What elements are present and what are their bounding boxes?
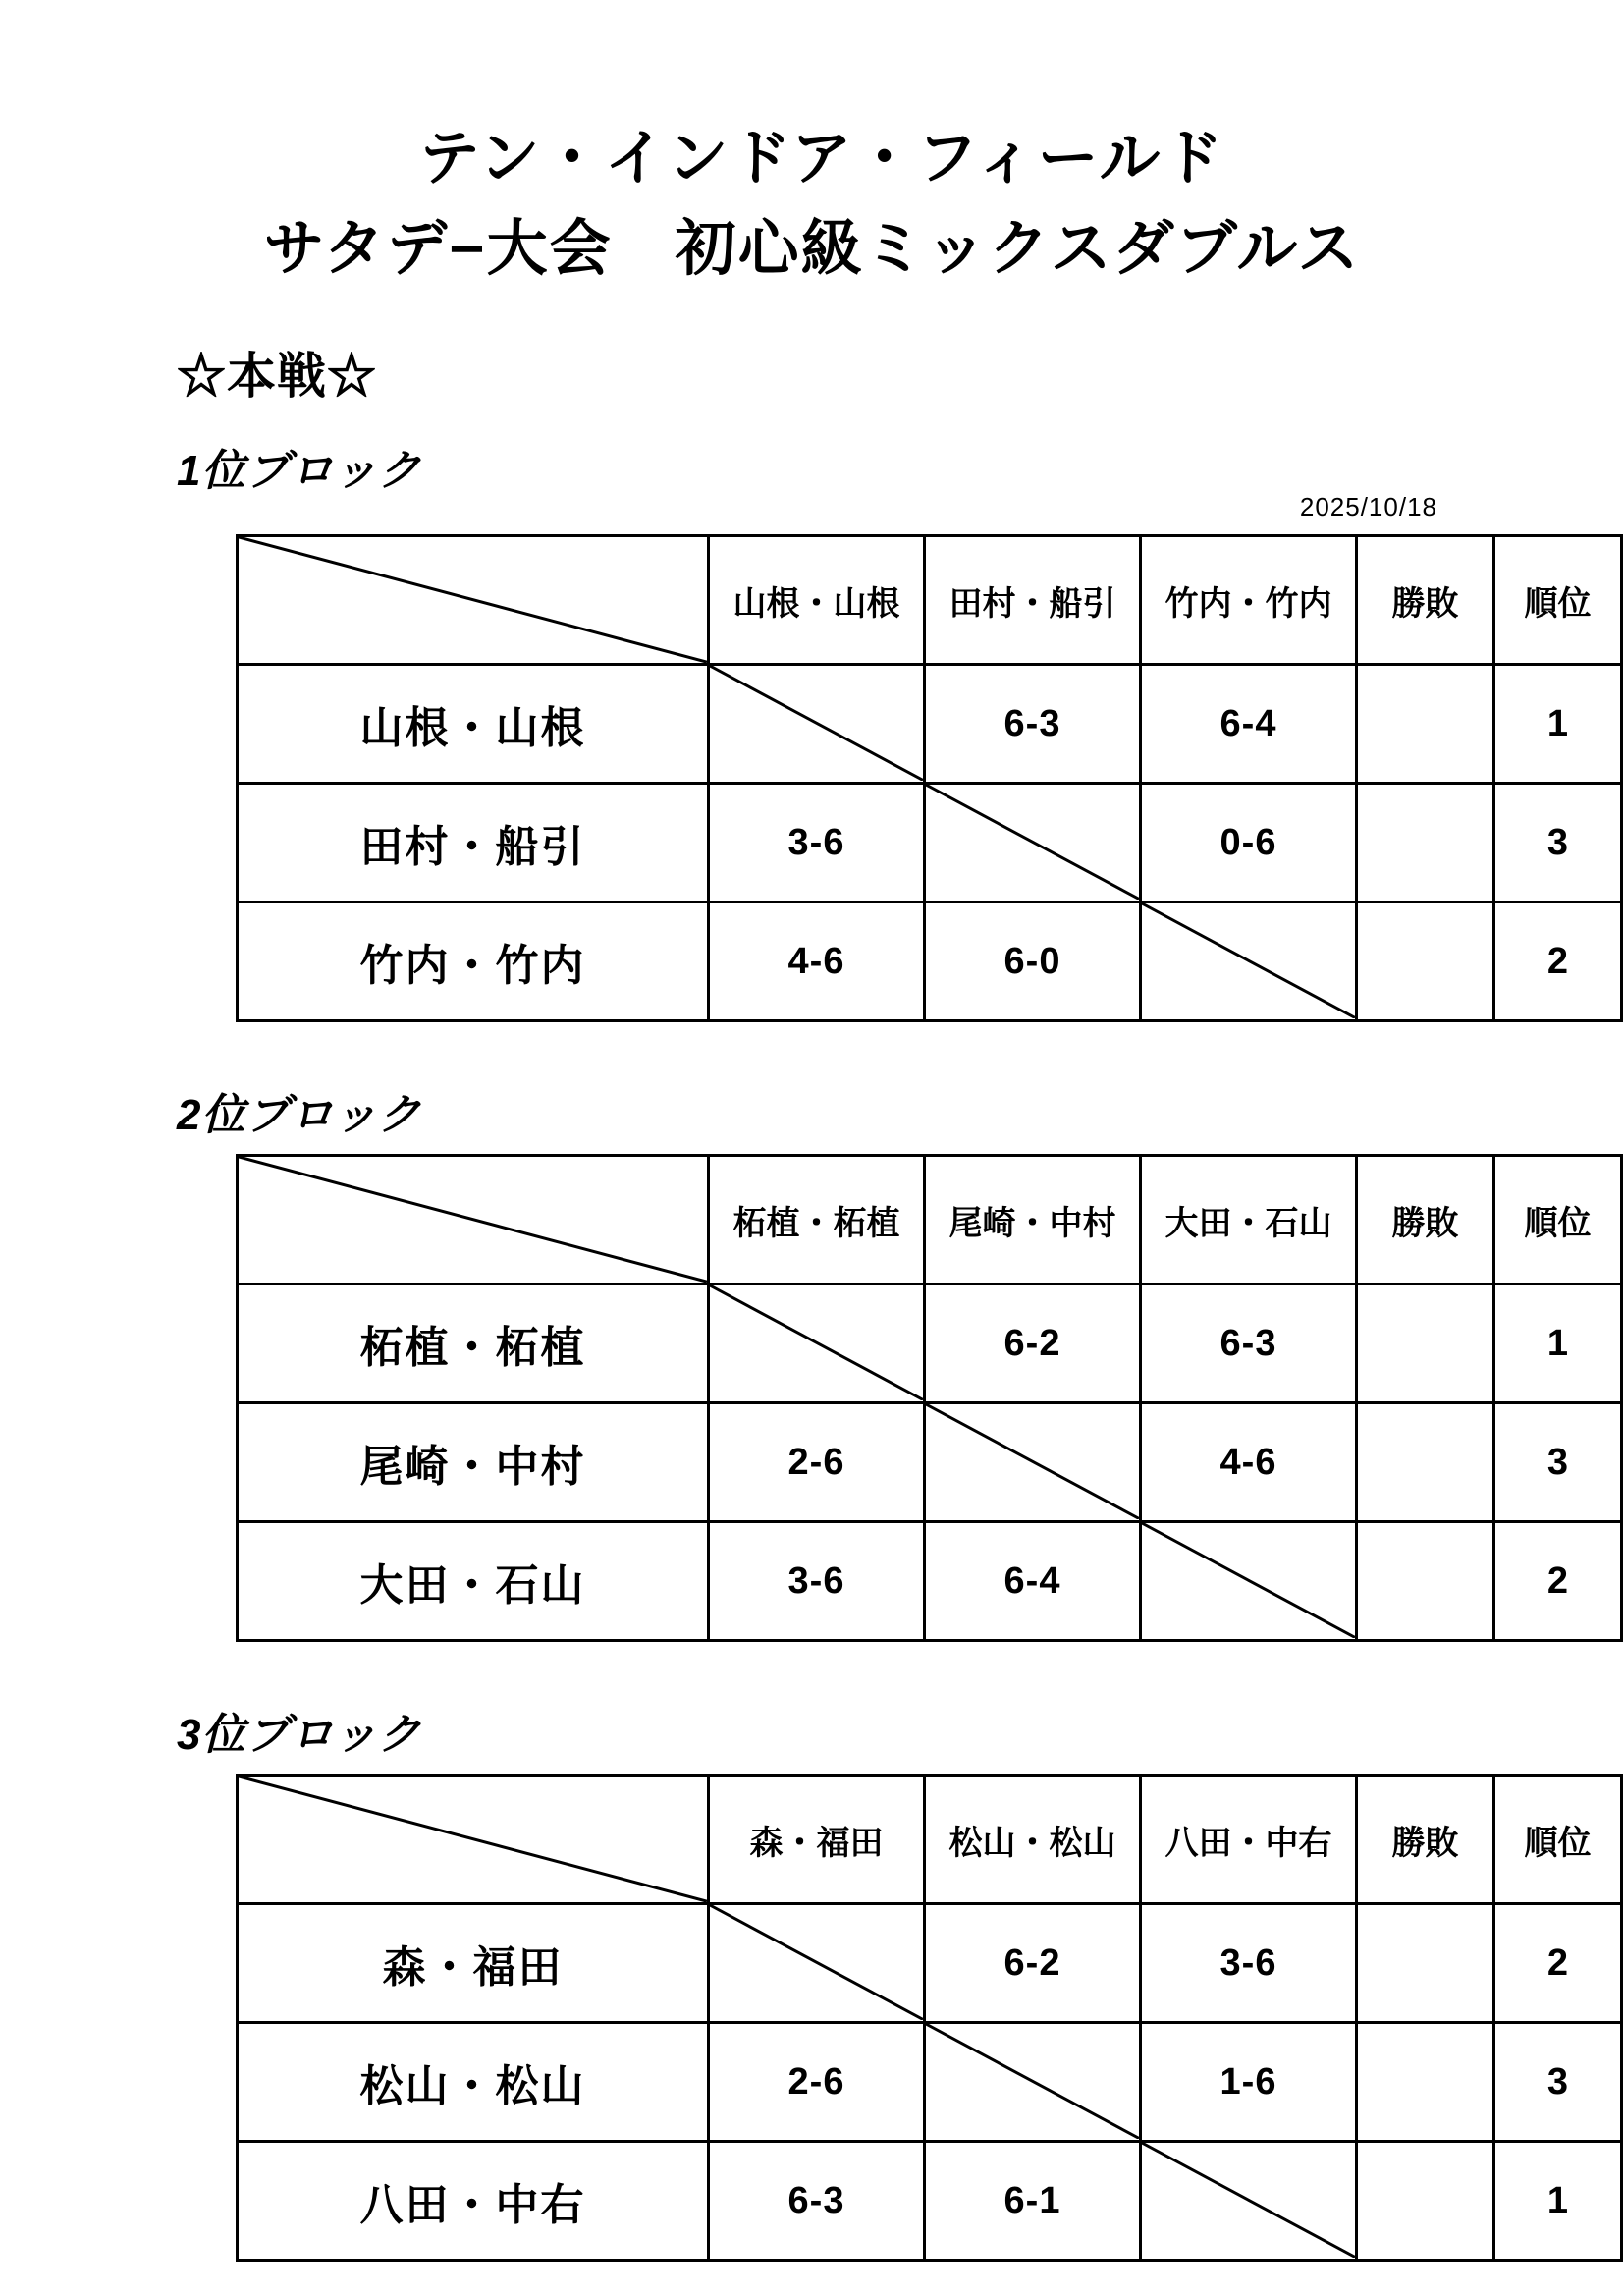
wl-header: 勝敗 — [1357, 536, 1494, 665]
opponent-header: 柘植・柘植 — [709, 1156, 925, 1285]
table-row — [238, 2023, 1622, 2142]
diagonal-line-icon — [1142, 1523, 1355, 1639]
block-table-wrap-1 — [236, 534, 1592, 1022]
self-cell — [709, 1285, 925, 1403]
team-name: 田村・船引 — [238, 784, 709, 902]
table-row — [238, 665, 1622, 784]
block-heading-1: 1位ブロック — [177, 447, 422, 496]
match-score: 6-4 — [1141, 665, 1357, 784]
diagonal-line-icon — [926, 785, 1139, 901]
table-row — [238, 902, 1622, 1021]
table-header-row — [238, 536, 1622, 665]
opponent-header: 山根・山根 — [709, 536, 925, 665]
corner-cell — [238, 536, 709, 665]
rank-value: 3 — [1494, 2023, 1622, 2142]
match-score: 6-2 — [925, 1285, 1141, 1403]
match-score: 3-6 — [709, 784, 925, 902]
match-score: 0-6 — [1141, 784, 1357, 902]
rank-value: 1 — [1494, 665, 1622, 784]
rank-header: 順位 — [1494, 1156, 1622, 1285]
wl-header: 勝敗 — [1357, 1776, 1494, 1904]
opponent-header: 大田・石山 — [1141, 1156, 1357, 1285]
opponent-header: 尾崎・中村 — [925, 1156, 1141, 1285]
table-row — [238, 784, 1622, 902]
table-row — [238, 1522, 1622, 1641]
diagonal-line-icon — [239, 537, 707, 663]
match-score: 4-6 — [1141, 1403, 1357, 1522]
table-row — [238, 1403, 1622, 1522]
table-row — [238, 1904, 1622, 2023]
rank-value: 2 — [1494, 1904, 1622, 2023]
title-line-2: サタデ−大会 初心級ミックスダブルス — [263, 214, 1361, 283]
match-score: 3-6 — [709, 1522, 925, 1641]
match-score: 6-3 — [709, 2142, 925, 2261]
rank-header: 順位 — [1494, 536, 1622, 665]
match-score: 6-3 — [1141, 1285, 1357, 1403]
match-score: 1-6 — [1141, 2023, 1357, 2142]
block-table-2 — [236, 1154, 1623, 1642]
match-score: 3-6 — [1141, 1904, 1357, 2023]
win-loss — [1357, 1904, 1494, 2023]
team-name: 柘植・柘植 — [238, 1285, 709, 1403]
diagonal-line-icon — [926, 2024, 1139, 2140]
diagonal-line-icon — [710, 1285, 923, 1401]
block-table-wrap-2 — [236, 1154, 1592, 1642]
win-loss — [1357, 1403, 1494, 1522]
win-loss — [1357, 2142, 1494, 2261]
document-title — [88, 118, 1536, 290]
team-name: 森・福田 — [238, 1904, 709, 2023]
team-name: 尾崎・中村 — [238, 1403, 709, 1522]
document-date: 2025/10/18 — [1299, 492, 1437, 522]
match-score: 6-0 — [925, 902, 1141, 1021]
team-name: 山根・山根 — [238, 665, 709, 784]
opponent-header: 田村・船引 — [925, 536, 1141, 665]
diagonal-line-icon — [710, 1905, 923, 2021]
team-name: 八田・中右 — [238, 2142, 709, 2261]
rank-value: 2 — [1494, 902, 1622, 1021]
opponent-header: 竹内・竹内 — [1141, 536, 1357, 665]
self-cell — [1141, 902, 1357, 1021]
diagonal-line-icon — [1142, 903, 1355, 1019]
table-row — [238, 1285, 1622, 1403]
rank-value: 1 — [1494, 1285, 1622, 1403]
win-loss — [1357, 784, 1494, 902]
corner-cell — [238, 1776, 709, 1904]
opponent-header: 八田・中右 — [1141, 1776, 1357, 1904]
match-score: 2-6 — [709, 2023, 925, 2142]
self-cell — [925, 1403, 1141, 1522]
diagonal-line-icon — [710, 666, 923, 782]
self-cell — [1141, 1522, 1357, 1641]
self-cell — [925, 784, 1141, 902]
rank-value: 1 — [1494, 2142, 1622, 2261]
self-cell — [1141, 2142, 1357, 2261]
match-score: 2-6 — [709, 1403, 925, 1522]
block-table-3 — [236, 1774, 1623, 2262]
win-loss — [1357, 2023, 1494, 2142]
diagonal-line-icon — [1142, 2143, 1355, 2259]
block-table-1 — [236, 534, 1623, 1022]
section-heading: ☆本戦☆ — [177, 349, 377, 405]
win-loss — [1357, 902, 1494, 1021]
opponent-header: 松山・松山 — [925, 1776, 1141, 1904]
opponent-header: 森・福田 — [709, 1776, 925, 1904]
diagonal-line-icon — [239, 1157, 707, 1283]
table-header-row — [238, 1156, 1622, 1285]
rank-value: 3 — [1494, 784, 1622, 902]
block-heading-2: 2位ブロック — [177, 1091, 422, 1140]
win-loss — [1357, 665, 1494, 784]
self-cell — [709, 1904, 925, 2023]
table-header-row — [238, 1776, 1622, 1904]
match-score: 4-6 — [709, 902, 925, 1021]
diagonal-line-icon — [239, 1777, 707, 1902]
team-name: 松山・松山 — [238, 2023, 709, 2142]
table-row — [238, 2142, 1622, 2261]
rank-value: 3 — [1494, 1403, 1622, 1522]
self-cell — [925, 2023, 1141, 2142]
team-name: 竹内・竹内 — [238, 902, 709, 1021]
match-score: 6-2 — [925, 1904, 1141, 2023]
rank-value: 2 — [1494, 1522, 1622, 1641]
match-score: 6-1 — [925, 2142, 1141, 2261]
block-table-wrap-3 — [236, 1774, 1592, 2262]
match-score: 6-3 — [925, 665, 1141, 784]
win-loss — [1357, 1285, 1494, 1403]
title-line-1: テン・インドア・フィールド — [418, 125, 1225, 192]
team-name: 大田・石山 — [238, 1522, 709, 1641]
self-cell — [709, 665, 925, 784]
wl-header: 勝敗 — [1357, 1156, 1494, 1285]
match-score: 6-4 — [925, 1522, 1141, 1641]
win-loss — [1357, 1522, 1494, 1641]
block-heading-3: 3位ブロック — [177, 1711, 422, 1760]
rank-header: 順位 — [1494, 1776, 1622, 1904]
diagonal-line-icon — [926, 1404, 1139, 1520]
corner-cell — [238, 1156, 709, 1285]
